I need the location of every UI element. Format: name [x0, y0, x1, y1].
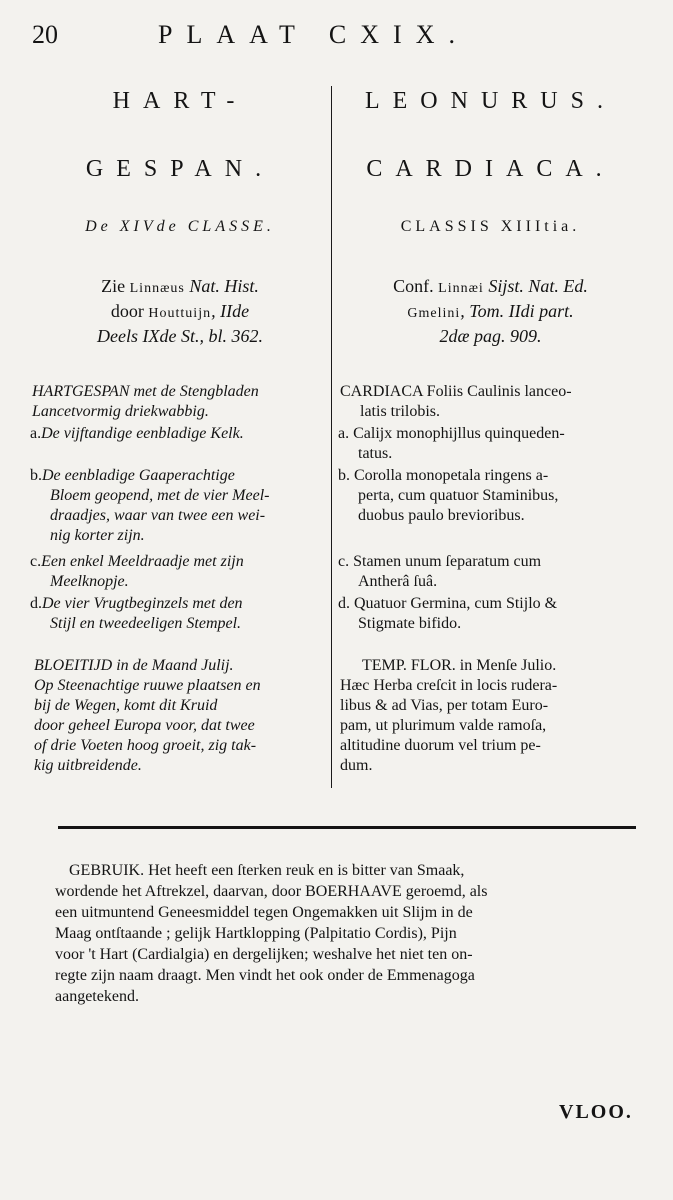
- ref-author: Linnæi: [438, 281, 484, 296]
- bloei-line: altitudine duorum vel trium pe-: [340, 737, 541, 754]
- bloei-line: of drie Voeten hoog groeit, zig tak-: [34, 737, 257, 754]
- dutch-item-b: b.De eenbladige Gaaperachtige Bloem geopend, met de vier Meel- draadjes, waar van twee een wei- nig korter zijn.: [30, 467, 270, 544]
- dutch-classe: De XIVde CLASSE.: [85, 218, 275, 235]
- dutch-name-line2: GESPAN.: [85, 156, 275, 182]
- latin-item-d: d. Quatuor Germina, cum Stijlo & Stigmate bifido.: [338, 595, 558, 632]
- ref-text: Conf.: [393, 276, 439, 296]
- bloei-line: TEMP. FLOR. in Menſe Julio.: [362, 657, 557, 674]
- usage-line: aangetekend.: [55, 988, 139, 1005]
- bloei-line: dum.: [340, 757, 373, 774]
- latin-flowering: [340, 656, 640, 776]
- desc-line: latis trilobis.: [360, 403, 440, 420]
- dutch-reference: [30, 275, 330, 347]
- bloei-line: door geheel Europa voor, dat twee: [34, 717, 255, 734]
- latin-item-a: a. Calijx monophijllus quinqueden- tatus.: [338, 425, 565, 462]
- ref-volume: 2dæ pag. 909.: [439, 326, 542, 346]
- dutch-name-line1: HART-: [112, 88, 248, 114]
- desc-line: Lancetvormig driekwabbig.: [32, 403, 209, 420]
- bloei-line: kig uitbreidende.: [34, 757, 142, 774]
- ref-author: Houttuijn: [148, 306, 212, 321]
- dutch-description: [32, 382, 332, 422]
- latin-description: [340, 382, 640, 422]
- usage-paragraph: [55, 860, 645, 1007]
- bloei-line: Hæc Herba creſcit in locis rudera-: [340, 677, 558, 694]
- bloei-line: bij de Wegen, komt dit Kruid: [34, 697, 218, 714]
- ref-work: , IIde: [211, 301, 250, 321]
- dutch-item-c: c.Een enkel Meeldraadje met zijn Meelknopje.: [30, 553, 244, 590]
- ref-author: Linnæus: [129, 281, 185, 296]
- usage-line: Maag ontſtaande ; gelijk Hartklopping (Palpitatio Cordis), Pijn: [55, 925, 457, 942]
- usage-line: wordende het Aftrekzel, daarvan, door BOERHAAVE geroemd, als: [55, 883, 488, 900]
- ref-author: Gmelini: [407, 306, 461, 321]
- latin-reference: [338, 275, 643, 347]
- page-number: 20: [32, 20, 58, 49]
- latin-name-line1: LEONURUS.: [364, 88, 616, 114]
- ref-work: , Tom. IIdi part.: [460, 301, 574, 321]
- ref-text: door: [110, 301, 149, 321]
- desc-line: HARTGESPAN met de Stengbladen: [32, 383, 259, 400]
- ref-work: Sijst. Nat. Ed.: [483, 276, 588, 296]
- usage-line: regte zijn naam draagt. Men vindt het ook onder de Emmenagoga: [55, 967, 475, 984]
- bloei-line: libus & ad Vias, per totam Euro-: [340, 697, 549, 714]
- desc-line: CARDIACA Foliis Caulinis lanceo-: [340, 383, 572, 400]
- section-rule: [58, 826, 636, 829]
- dutch-item-d: d.De vier Vrugtbeginzels met den Stijl en tweedeeligen Stempel.: [30, 595, 243, 632]
- dutch-flowering: [34, 656, 332, 776]
- latin-name-line2: CARDIACA.: [366, 156, 615, 182]
- catchword: VLOO.: [559, 1101, 633, 1123]
- dutch-item-a: a.De vijftandige eenbladige Kelk.: [30, 425, 244, 442]
- usage-line: een uitmuntend Geneesmiddel tegen Ongemakken uit Slijm in de: [55, 904, 473, 921]
- bloei-line: pam, ut plurimum valde ramoſa,: [340, 717, 547, 734]
- usage-line: voor 't Hart (Cardialgia) en dergelijken; weshalve het niet ten on-: [55, 946, 473, 963]
- ref-volume: Deels IXde St., bl. 362.: [97, 326, 263, 346]
- bloei-line: Op Steenachtige ruuwe plaatsen en: [34, 677, 261, 694]
- ref-text: Zie: [101, 276, 130, 296]
- plate-title: PLAAT CXIX.: [158, 20, 469, 49]
- bloei-line: BLOEITIJD in de Maand Julij.: [34, 657, 234, 674]
- latin-item-b: b. Corolla monopetala ringens a- perta, cum quatuor Staminibus, duobus paulo brevioribus.: [338, 467, 559, 524]
- usage-line: GEBRUIK. Het heeft een ſterken reuk en is bitter van Smaak,: [69, 862, 465, 879]
- ref-work: Nat. Hist.: [184, 276, 259, 296]
- latin-classe: CLASSIS XIIItia.: [400, 218, 581, 235]
- latin-item-c: c. Stamen unum ſeparatum cum Antherâ ſuâ.: [338, 553, 542, 590]
